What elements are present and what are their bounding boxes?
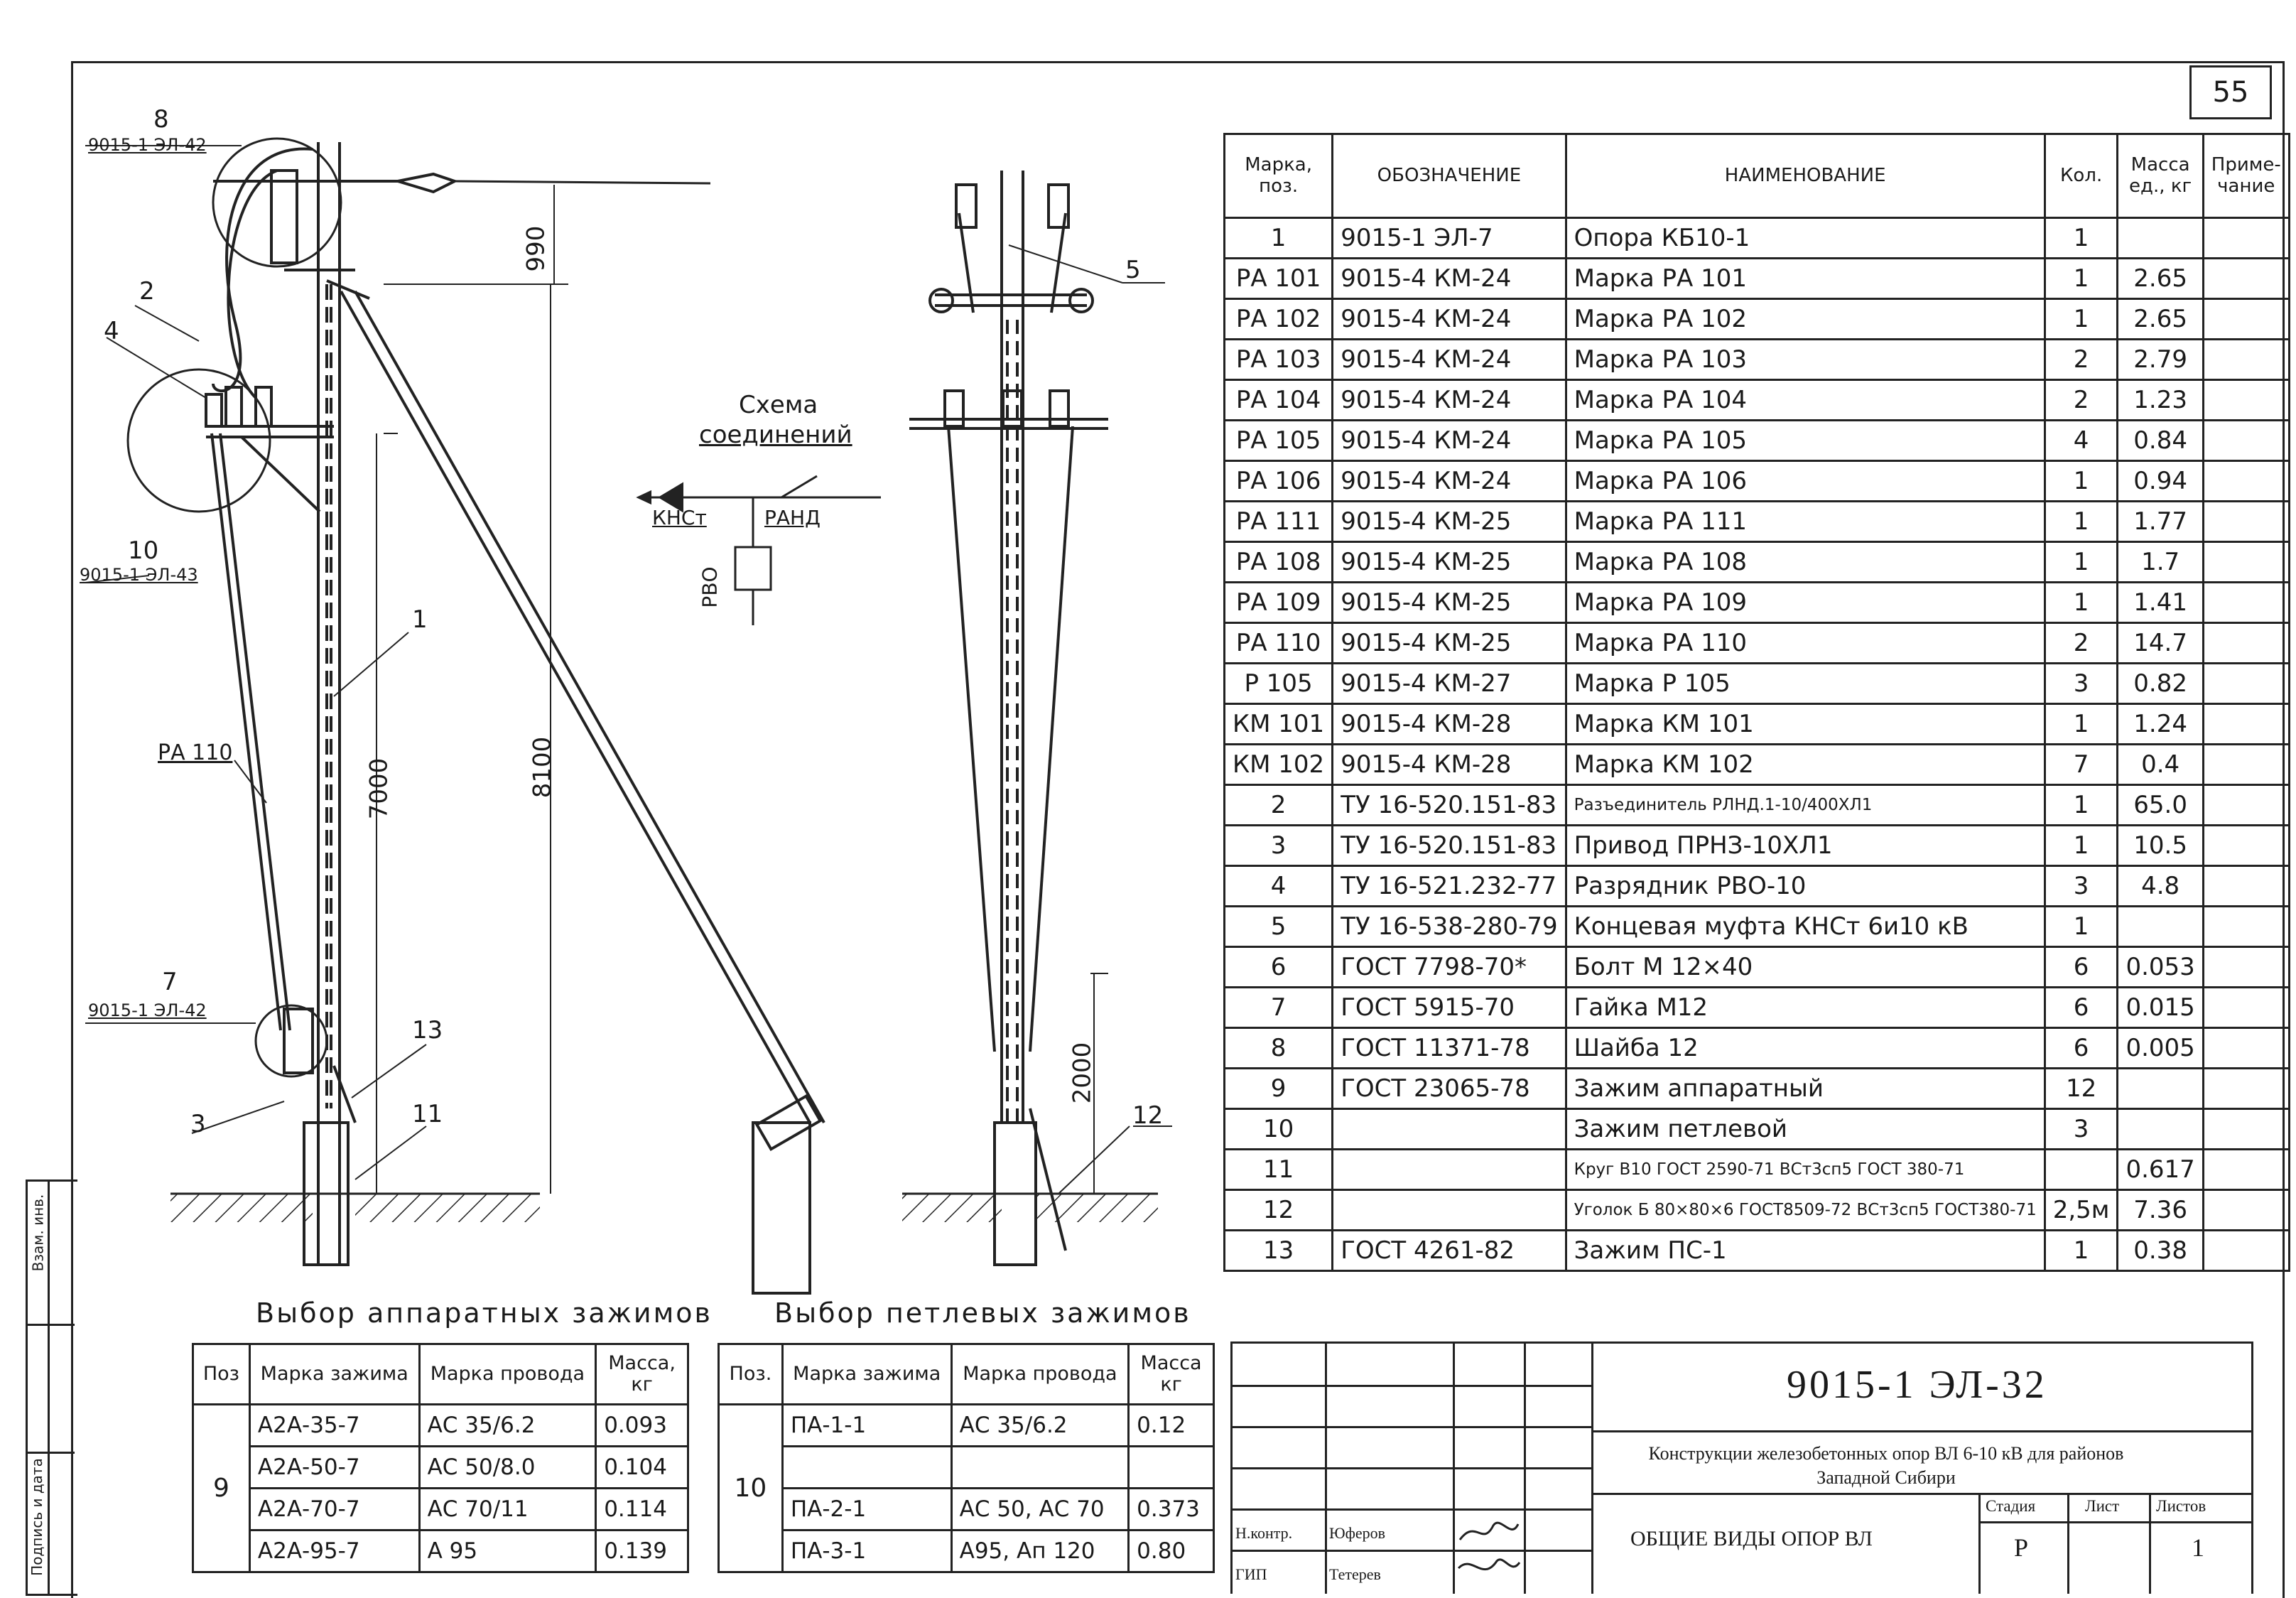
spec-row (1225, 583, 2290, 623)
spec-cell-pos: РА 101 (1225, 259, 1333, 299)
spec-cell-note (2203, 947, 2289, 988)
spec-cell-name: Марка РА 103 (1566, 340, 2045, 380)
spec-cell-pos: РА 110 (1225, 623, 1333, 664)
spec-cell-name: Марка РА 105 (1566, 421, 2045, 461)
clamps-loop-mark: ПА-3-1 (782, 1530, 951, 1572)
pole-front-view (902, 171, 1172, 1265)
spec-row (1225, 1109, 2290, 1150)
spec-cell-designation: 9015-4 КМ-24 (1333, 259, 1566, 299)
spec-cell-pos: РА 102 (1225, 299, 1333, 340)
clamps-loop-header-mass: Масса кг (1129, 1344, 1214, 1405)
spec-row (1225, 1150, 2290, 1190)
spec-cell-note (2203, 623, 2289, 664)
spec-cell-mass (2118, 907, 2203, 947)
sheet-label: Лист (2085, 1497, 2120, 1515)
spec-row (1225, 299, 2290, 340)
spec-cell-note (2203, 664, 2289, 704)
spec-cell-note (2203, 421, 2289, 461)
spec-cell-name: Круг В10 ГОСТ 2590-71 ВСт3сп5 ГОСТ 380-71 (1566, 1150, 2045, 1190)
col-header-name: НАИМЕНОВАНИЕ (1566, 134, 2045, 218)
spec-cell-pos: 1 (1225, 218, 1333, 259)
spec-cell-name: Разрядник РВО-10 (1566, 866, 2045, 907)
spec-cell-note (2203, 461, 2289, 502)
spec-cell-pos: 11 (1225, 1150, 1333, 1190)
spec-cell-note (2203, 785, 2289, 826)
clamps-loop-mass: 0.80 (1129, 1530, 1214, 1572)
clamps-app-mass: 0.093 (596, 1405, 688, 1447)
clamps-app-mark: А2А-35-7 (249, 1405, 419, 1447)
spec-cell-note (2203, 1109, 2289, 1150)
callout-7-number: 7 (162, 968, 178, 996)
dim-7000: 7000 (364, 757, 394, 820)
spec-row (1225, 1231, 2290, 1271)
specification-table (1223, 133, 2290, 1272)
clamps-loop-header-pos: Поз. (719, 1344, 783, 1405)
clamps-loop-header-mark: Марка зажима (782, 1344, 951, 1405)
spec-cell-name: Зажим ПС-1 (1566, 1231, 2045, 1271)
spec-cell-note (2203, 502, 2289, 542)
spec-cell-pos: РА 111 (1225, 502, 1333, 542)
spec-cell-designation: 9015-4 КМ-24 (1333, 380, 1566, 421)
side-stamp-label-2: Взам. инв. (29, 1194, 47, 1272)
spec-cell-designation: 9015-1 ЭЛ-7 (1333, 218, 1566, 259)
spec-cell-mass: 0.38 (2118, 1231, 2203, 1271)
spec-cell-designation: ГОСТ 5915-70 (1333, 988, 1566, 1028)
spec-cell-qty: 1 (2045, 259, 2118, 299)
col-header-mass: Масса ед., кг (2118, 134, 2203, 218)
spec-cell-designation: ТУ 16-520.151-83 (1333, 785, 1566, 826)
clamps-loop-wire: АС 50, АС 70 (951, 1489, 1129, 1530)
side-stamp-label: Подпись и дата (28, 1458, 45, 1576)
spec-cell-name: Марка РА 109 (1566, 583, 2045, 623)
clamps-loop-pos: 10 (719, 1405, 783, 1572)
spec-cell-designation: 9015-4 КМ-28 (1333, 704, 1566, 745)
spec-row (1225, 866, 2290, 907)
spec-cell-note (2203, 1069, 2289, 1109)
spec-cell-qty: 12 (2045, 1069, 2118, 1109)
spec-cell-pos: РА 103 (1225, 340, 1333, 380)
spec-cell-designation: ТУ 16-538-280-79 (1333, 907, 1566, 947)
clamps-app-header-pos: Поз (193, 1344, 250, 1405)
stage-label: Стадия (1986, 1497, 2036, 1515)
title-block (1230, 1341, 2253, 1594)
spec-cell-note (2203, 259, 2289, 299)
spec-row (1225, 340, 2290, 380)
spec-cell-designation: 9015-4 КМ-24 (1333, 461, 1566, 502)
spec-cell-designation: 9015-4 КМ-24 (1333, 421, 1566, 461)
spec-cell-pos: 10 (1225, 1109, 1333, 1150)
scheme-title: Схема (739, 391, 818, 419)
spec-cell-mass: 10.5 (2118, 826, 2203, 866)
spec-cell-designation: 9015-4 КМ-24 (1333, 299, 1566, 340)
spec-cell-designation: 9015-4 КМ-27 (1333, 664, 1566, 704)
spec-cell-qty (2045, 1150, 2118, 1190)
spec-cell-qty: 1 (2045, 502, 2118, 542)
spec-cell-note (2203, 866, 2289, 907)
spec-cell-pos: 12 (1225, 1190, 1333, 1231)
spec-cell-designation (1333, 1190, 1566, 1231)
clamps-loop-wire: А95, Ап 120 (951, 1530, 1129, 1572)
label-3: 3 (190, 1110, 206, 1138)
clamps-loop-table (718, 1343, 1215, 1573)
spec-cell-pos: 6 (1225, 947, 1333, 988)
spec-cell-designation (1333, 1150, 1566, 1190)
spec-cell-qty: 2 (2045, 340, 2118, 380)
spec-cell-mass: 0.4 (2118, 745, 2203, 785)
spec-cell-name: Марка Р 105 (1566, 664, 2045, 704)
spec-cell-name: Марка РА 106 (1566, 461, 2045, 502)
spec-cell-designation: 9015-4 КМ-28 (1333, 745, 1566, 785)
spec-cell-pos: КМ 102 (1225, 745, 1333, 785)
spec-cell-pos: РА 106 (1225, 461, 1333, 502)
spec-cell-qty: 3 (2045, 664, 2118, 704)
spec-row (1225, 907, 2290, 947)
spec-cell-mass: 4.8 (2118, 866, 2203, 907)
spec-cell-note (2203, 1231, 2289, 1271)
spec-row (1225, 1028, 2290, 1069)
spec-cell-qty: 7 (2045, 745, 2118, 785)
scheme-randh: РАНД (764, 506, 821, 529)
spec-row (1225, 218, 2290, 259)
col-header-note: Приме- чание (2203, 134, 2289, 218)
clamps-app-mass: 0.114 (596, 1489, 688, 1530)
spec-row (1225, 461, 2290, 502)
clamps-app-mark: А2А-70-7 (249, 1489, 419, 1530)
spec-cell-pos: 7 (1225, 988, 1333, 1028)
sheet-title: ОБЩИЕ ВИДЫ ОПОР ВЛ (1630, 1527, 1873, 1550)
spec-cell-qty: 2 (2045, 623, 2118, 664)
callout-7-ref: 9015-1 ЭЛ-42 (88, 1000, 207, 1020)
spec-cell-pos: Р 105 (1225, 664, 1333, 704)
spec-cell-note (2203, 704, 2289, 745)
page-number: 55 (2189, 65, 2272, 119)
scheme-rvo: РВО (698, 566, 722, 608)
clamps-loop-mass: 0.373 (1129, 1489, 1214, 1530)
spec-row (1225, 745, 2290, 785)
spec-cell-mass: 0.84 (2118, 421, 2203, 461)
spec-cell-name: Шайба 12 (1566, 1028, 2045, 1069)
label-pa110: РА 110 (158, 740, 233, 765)
spec-cell-mass (2118, 1069, 2203, 1109)
clamps-app-mark: А2А-50-7 (249, 1447, 419, 1489)
spec-cell-qty: 1 (2045, 218, 2118, 259)
label-2: 2 (139, 277, 155, 306)
spec-row (1225, 947, 2290, 988)
spec-cell-name: Марка РА 111 (1566, 502, 2045, 542)
pole-drawing (0, 0, 1222, 1307)
spec-cell-note (2203, 299, 2289, 340)
spec-cell-qty: 1 (2045, 1231, 2118, 1271)
callout-10-number: 10 (128, 536, 159, 565)
spec-cell-mass (2118, 218, 2203, 259)
drawing-code: 9015-1 ЭЛ-32 (1787, 1363, 2047, 1407)
spec-cell-mass (2118, 1109, 2203, 1150)
spec-cell-pos: 8 (1225, 1028, 1333, 1069)
col-header-pos: Марка, поз. (1225, 134, 1333, 218)
spec-cell-qty: 6 (2045, 1028, 2118, 1069)
spec-cell-mass: 14.7 (2118, 623, 2203, 664)
spec-cell-pos: РА 109 (1225, 583, 1333, 623)
spec-cell-mass: 0.82 (2118, 664, 2203, 704)
callout-8-ref: 9015-1 ЭЛ-42 (88, 135, 207, 155)
label-13: 13 (412, 1016, 443, 1044)
spec-cell-mass: 1.24 (2118, 704, 2203, 745)
spec-cell-pos: 13 (1225, 1231, 1333, 1271)
spec-cell-note (2203, 1150, 2289, 1190)
spec-cell-qty: 1 (2045, 583, 2118, 623)
clamps-loop-mass (1129, 1447, 1214, 1489)
clamps-app-pos: 9 (193, 1405, 250, 1572)
spec-row (1225, 380, 2290, 421)
spec-cell-name: Концевая муфта КНСт 6и10 кВ (1566, 907, 2045, 947)
col-header-designation: ОБОЗНАЧЕНИЕ (1333, 134, 1566, 218)
spec-cell-designation: 9015-4 КМ-24 (1333, 340, 1566, 380)
clamps-loop-mark: ПА-2-1 (782, 1489, 951, 1530)
signature-name: Юферов (1329, 1524, 1386, 1542)
spec-row (1225, 785, 2290, 826)
spec-cell-designation (1333, 1109, 1566, 1150)
clamps-loop-mark: ПА-1-1 (782, 1405, 951, 1447)
spec-cell-qty: 1 (2045, 907, 2118, 947)
spec-cell-mass: 1.41 (2118, 583, 2203, 623)
spec-cell-designation: ГОСТ 23065-78 (1333, 1069, 1566, 1109)
signature-role: ГИП (1235, 1565, 1267, 1583)
spec-cell-qty: 6 (2045, 988, 2118, 1028)
spec-cell-designation: ГОСТ 4261-82 (1333, 1231, 1566, 1271)
spec-cell-designation: ТУ 16-521.232-77 (1333, 866, 1566, 907)
spec-cell-name: Марка РА 101 (1566, 259, 2045, 299)
spec-cell-name: Марка РА 108 (1566, 542, 2045, 583)
spec-cell-mass: 1.23 (2118, 380, 2203, 421)
label-4: 4 (104, 317, 119, 345)
spec-cell-note (2203, 1028, 2289, 1069)
scheme-subtitle: соединений (699, 421, 852, 449)
spec-cell-qty: 1 (2045, 542, 2118, 583)
spec-cell-qty: 3 (2045, 866, 2118, 907)
label-11: 11 (412, 1100, 443, 1128)
clamps-app-mass: 0.139 (596, 1530, 688, 1572)
spec-row (1225, 1190, 2290, 1231)
spec-cell-designation: ГОСТ 7798-70* (1333, 947, 1566, 988)
spec-cell-qty: 6 (2045, 947, 2118, 988)
spec-cell-name: Марка КМ 101 (1566, 704, 2045, 745)
spec-cell-note (2203, 218, 2289, 259)
spec-cell-name: Зажим аппаратный (1566, 1069, 2045, 1109)
spec-cell-qty: 1 (2045, 461, 2118, 502)
clamps-loop-wire: АС 35/6.2 (951, 1405, 1129, 1447)
spec-cell-pos: РА 104 (1225, 380, 1333, 421)
clamps-app-title: Выбор аппаратных зажимов (256, 1297, 713, 1329)
spec-cell-note (2203, 826, 2289, 866)
spec-cell-qty: 1 (2045, 826, 2118, 866)
spec-cell-note (2203, 745, 2289, 785)
spec-row (1225, 502, 2290, 542)
clamps-loop-mass: 0.12 (1129, 1405, 1214, 1447)
spec-row (1225, 826, 2290, 866)
spec-cell-designation: 9015-4 КМ-25 (1333, 583, 1566, 623)
spec-cell-pos: РА 105 (1225, 421, 1333, 461)
spec-row (1225, 259, 2290, 299)
scheme-kns: КНСт (652, 506, 707, 529)
clamps-app-header-mark: Марка зажима (249, 1344, 419, 1405)
clamps-app-mass: 0.104 (596, 1447, 688, 1489)
clamps-app-wire: АС 70/11 (419, 1489, 596, 1530)
signature-name: Тетерев (1329, 1565, 1381, 1583)
spec-cell-name: Уголок Б 80×80×6 ГОСТ8509-72 ВСт3сп5 ГОСТ380-71 (1566, 1190, 2045, 1231)
spec-cell-qty: 4 (2045, 421, 2118, 461)
clamps-app-mark: А2А-95-7 (249, 1530, 419, 1572)
spec-cell-mass: 2.79 (2118, 340, 2203, 380)
spec-cell-qty: 3 (2045, 1109, 2118, 1150)
spec-cell-note (2203, 542, 2289, 583)
label-12: 12 (1132, 1101, 1164, 1130)
project-title: Конструкции железобетонных опор ВЛ 6-10 кВ для районов Западной Сибири (1648, 1443, 2124, 1488)
spec-cell-note (2203, 1190, 2289, 1231)
spec-cell-note (2203, 583, 2289, 623)
spec-cell-name: Зажим петлевой (1566, 1109, 2045, 1150)
stage-value: Р (2014, 1533, 2029, 1562)
spec-cell-note (2203, 907, 2289, 947)
spec-cell-mass: 0.005 (2118, 1028, 2203, 1069)
spec-cell-pos: 9 (1225, 1069, 1333, 1109)
signature-scribble (1454, 1511, 1522, 1589)
spec-cell-pos: 5 (1225, 907, 1333, 947)
signature-role: Н.контр. (1235, 1524, 1293, 1542)
spec-cell-mass: 0.015 (2118, 988, 2203, 1028)
clamps-app-header-mass: Масса, кг (596, 1344, 688, 1405)
spec-cell-mass: 65.0 (2118, 785, 2203, 826)
spec-cell-designation: ТУ 16-520.151-83 (1333, 826, 1566, 866)
label-5: 5 (1125, 256, 1141, 284)
dim-990: 990 (521, 225, 551, 272)
spec-cell-qty: 1 (2045, 299, 2118, 340)
spec-cell-pos: 3 (1225, 826, 1333, 866)
callout-8-number: 8 (153, 105, 169, 134)
spec-cell-qty: 2 (2045, 380, 2118, 421)
spec-row (1225, 421, 2290, 461)
spec-row (1225, 623, 2290, 664)
spec-cell-name: Марка РА 104 (1566, 380, 2045, 421)
spec-cell-designation: 9015-4 КМ-25 (1333, 623, 1566, 664)
callout-10-ref: 9015-1 ЭЛ-43 (80, 565, 198, 585)
spec-cell-qty: 1 (2045, 704, 2118, 745)
clamps-app-wire: АС 35/6.2 (419, 1405, 596, 1447)
spec-cell-name: Привод ПРНЗ-10ХЛ1 (1566, 826, 2045, 866)
clamps-app-wire: АС 50/8.0 (419, 1447, 596, 1489)
spec-cell-name: Опора КБ10-1 (1566, 218, 2045, 259)
dim-2000: 2000 (1068, 1042, 1097, 1104)
clamps-app-table (192, 1343, 689, 1573)
label-1: 1 (412, 605, 428, 634)
spec-cell-mass: 7.36 (2118, 1190, 2203, 1231)
spec-cell-note (2203, 988, 2289, 1028)
spec-cell-mass: 1.7 (2118, 542, 2203, 583)
spec-cell-mass: 0.94 (2118, 461, 2203, 502)
spec-cell-pos: 2 (1225, 785, 1333, 826)
spec-cell-name: Болт М 12×40 (1566, 947, 2045, 988)
spec-cell-qty: 1 (2045, 785, 2118, 826)
spec-cell-designation: 9015-4 КМ-25 (1333, 542, 1566, 583)
spec-row (1225, 542, 2290, 583)
spec-cell-name: Гайка М12 (1566, 988, 2045, 1028)
spec-cell-name: Марка КМ 102 (1566, 745, 2045, 785)
spec-cell-mass: 0.617 (2118, 1150, 2203, 1190)
spec-cell-pos: 4 (1225, 866, 1333, 907)
spec-cell-name: Марка РА 110 (1566, 623, 2045, 664)
clamps-loop-mark (782, 1447, 951, 1489)
spec-cell-name: Марка РА 102 (1566, 299, 2045, 340)
clamps-app-header-wire: Марка провода (419, 1344, 596, 1405)
spec-cell-pos: РА 108 (1225, 542, 1333, 583)
spec-cell-mass: 0.053 (2118, 947, 2203, 988)
spec-cell-note (2203, 340, 2289, 380)
clamps-loop-wire (951, 1447, 1129, 1489)
spec-cell-designation: 9015-4 КМ-25 (1333, 502, 1566, 542)
sheets-value: 1 (2192, 1533, 2204, 1562)
spec-cell-mass: 2.65 (2118, 299, 2203, 340)
spec-row (1225, 988, 2290, 1028)
clamps-app-wire: А 95 (419, 1530, 596, 1572)
spec-cell-note (2203, 380, 2289, 421)
spec-cell-designation: ГОСТ 11371-78 (1333, 1028, 1566, 1069)
clamps-loop-header-wire: Марка провода (951, 1344, 1129, 1405)
spec-cell-pos: КМ 101 (1225, 704, 1333, 745)
spec-row (1225, 704, 2290, 745)
clamps-loop-title: Выбор петлевых зажимов (774, 1297, 1191, 1329)
spec-row (1225, 1069, 2290, 1109)
dim-8100: 8100 (528, 736, 557, 799)
sheets-label: Листов (2156, 1497, 2206, 1515)
spec-cell-mass: 1.77 (2118, 502, 2203, 542)
spec-cell-name: Разъединитель РЛНД.1-10/400ХЛ1 (1566, 785, 2045, 826)
spec-cell-mass: 2.65 (2118, 259, 2203, 299)
specification-rows (1225, 218, 2290, 1271)
spec-row (1225, 664, 2290, 704)
col-header-qty: Кол. (2045, 134, 2118, 218)
connection-scheme (639, 476, 881, 625)
spec-cell-qty: 2,5м (2045, 1190, 2118, 1231)
